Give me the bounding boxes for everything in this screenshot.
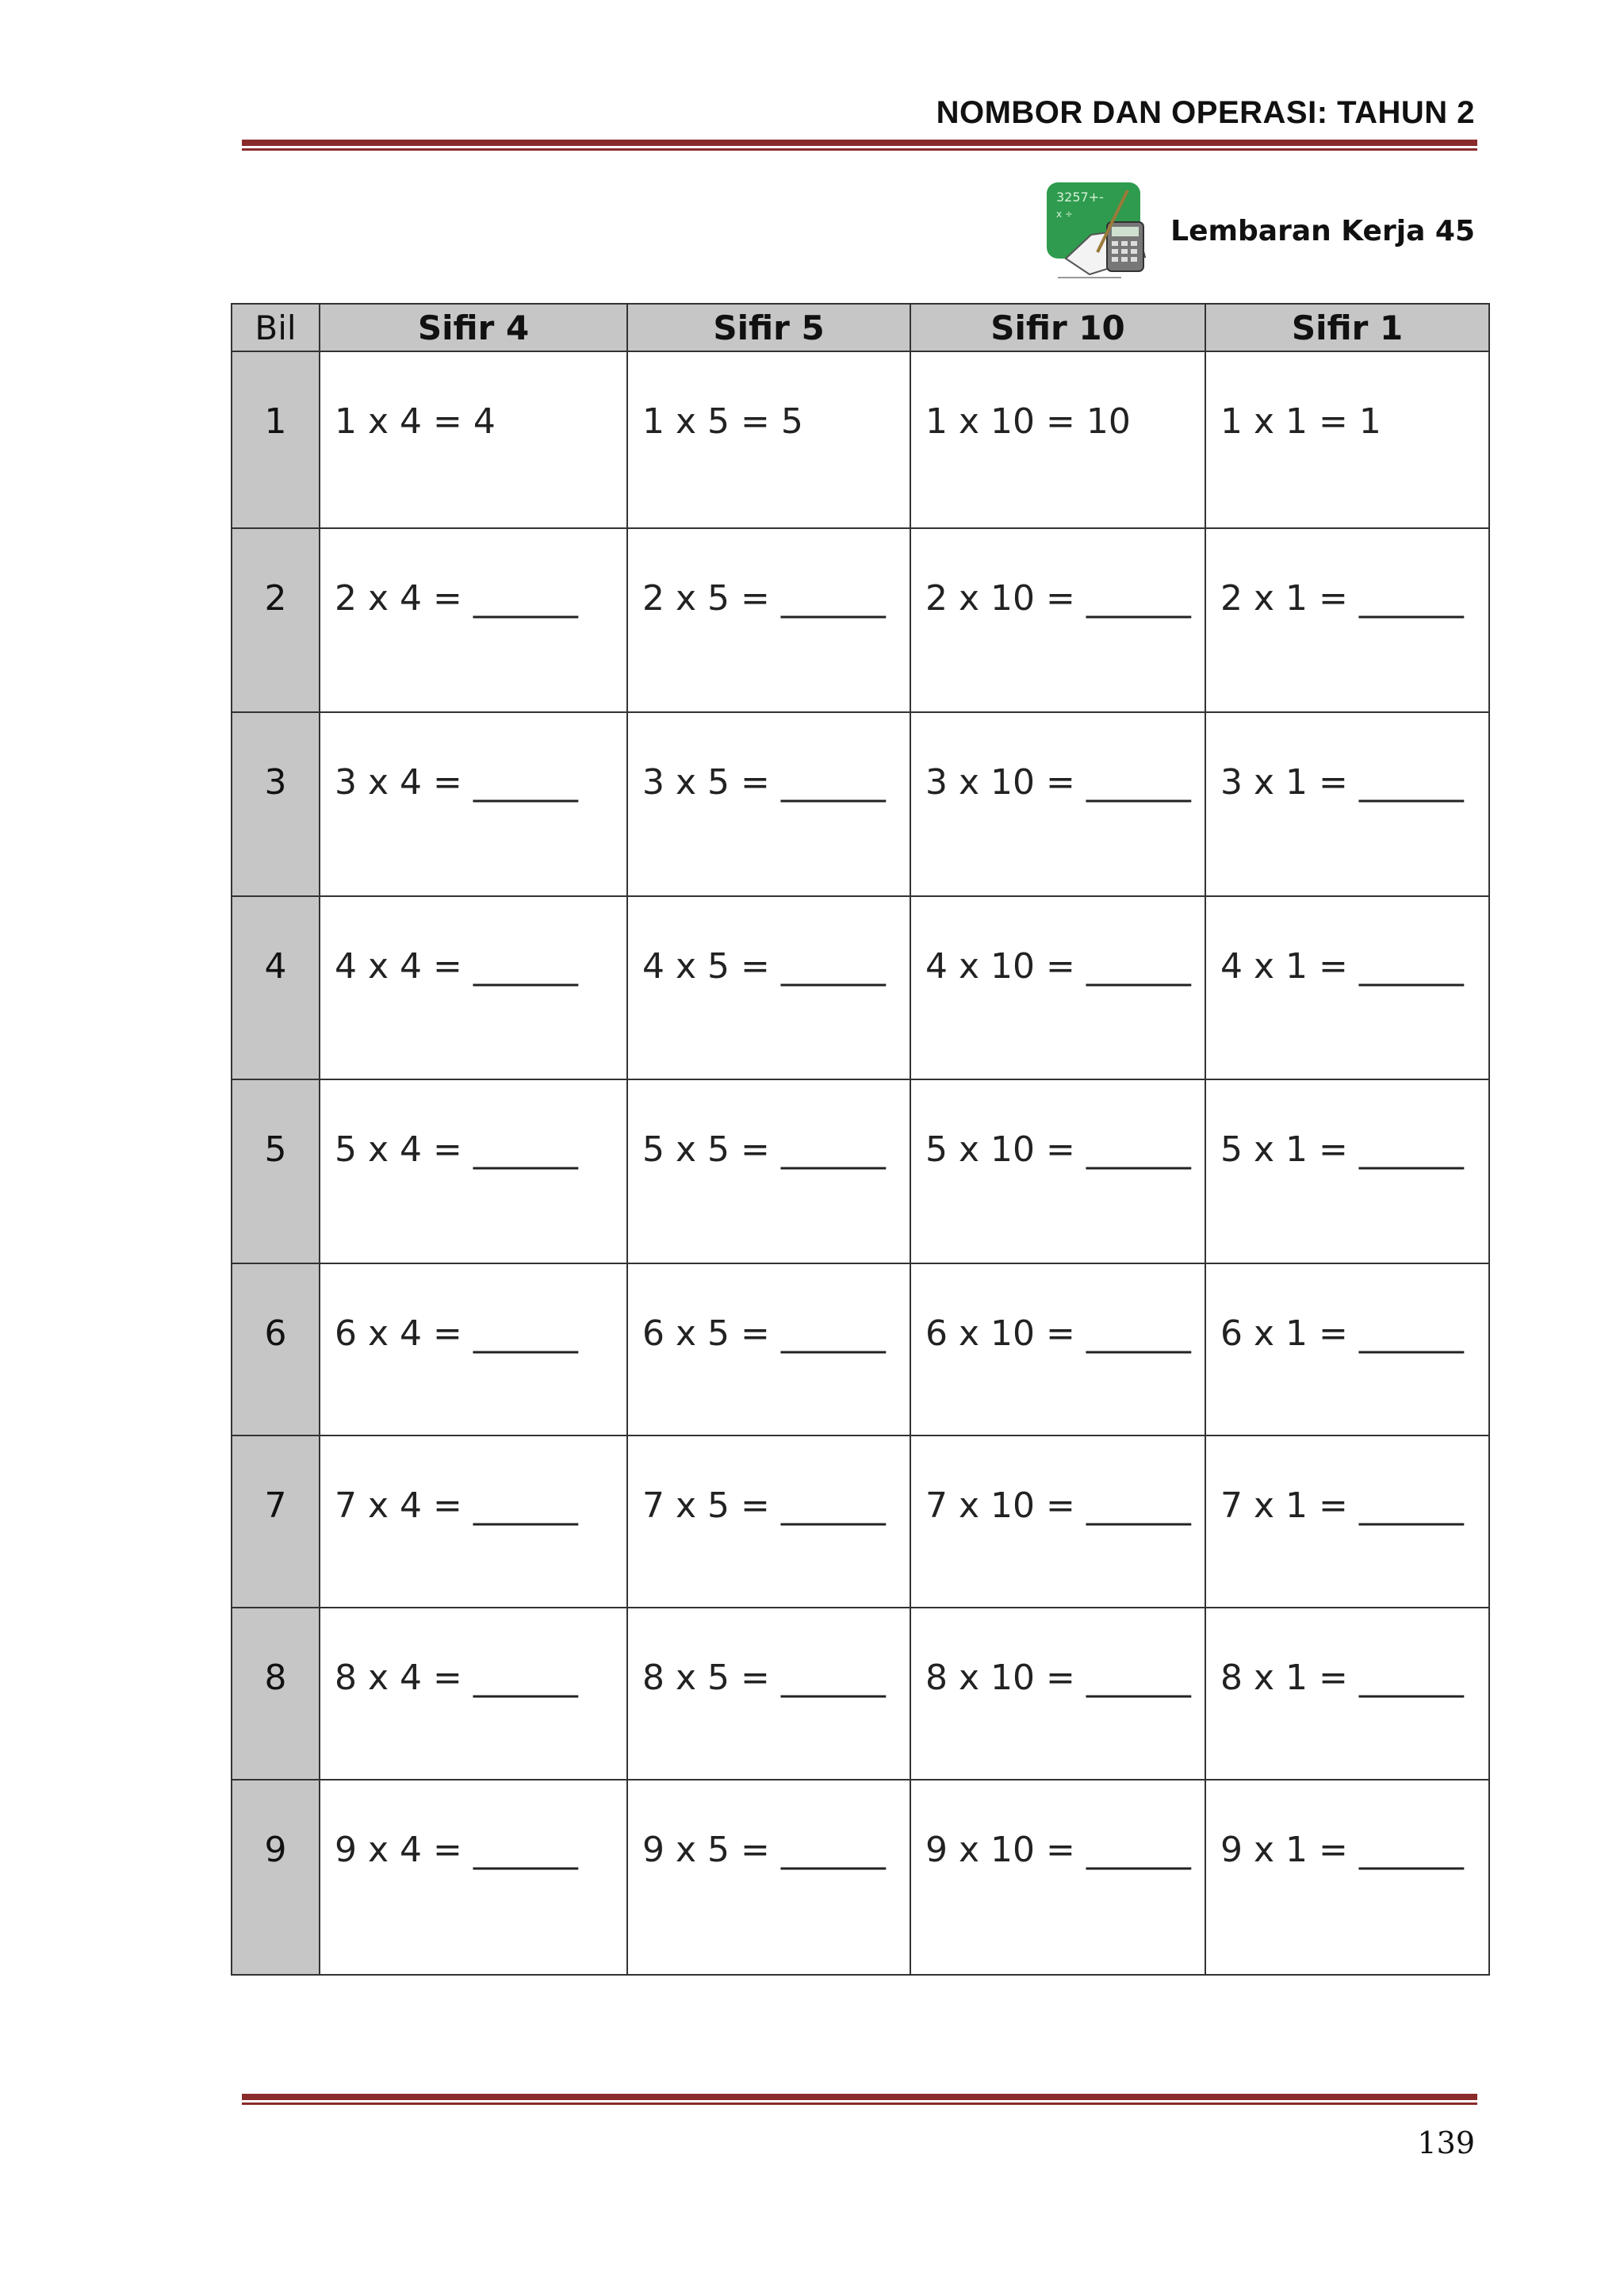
answer-cell[interactable]: 6 x 5 = ______ bbox=[627, 1263, 910, 1435]
row-number: 6 bbox=[232, 1263, 320, 1435]
answer-cell[interactable]: 7 x 4 = ______ bbox=[320, 1435, 627, 1608]
table-row bbox=[232, 1079, 1489, 1263]
svg-text:x ÷: x ÷ bbox=[1056, 209, 1074, 220]
answer-cell: 1 x 1 = 1 bbox=[1205, 351, 1489, 528]
answer-cell[interactable]: 2 x 4 = ______ bbox=[320, 528, 627, 712]
answer-cell[interactable]: 6 x 1 = ______ bbox=[1205, 1263, 1489, 1435]
row-number: 3 bbox=[232, 712, 320, 896]
answer-cell[interactable]: 5 x 10 = ______ bbox=[910, 1079, 1205, 1263]
column-header-sifir-1: Sifir 1 bbox=[1205, 304, 1489, 351]
answer-cell[interactable]: 5 x 4 = ______ bbox=[320, 1079, 627, 1263]
page-header-title: NOMBOR DAN OPERASI: TAHUN 2 bbox=[936, 95, 1475, 130]
answer-cell[interactable]: 9 x 5 = ______ bbox=[627, 1780, 910, 1975]
answer-cell[interactable]: 8 x 5 = ______ bbox=[627, 1608, 910, 1780]
table-row bbox=[232, 351, 1489, 528]
column-header-sifir-10: Sifir 10 bbox=[910, 304, 1205, 351]
row-number: 8 bbox=[232, 1608, 320, 1780]
column-header-sifir-5: Sifir 5 bbox=[627, 304, 910, 351]
answer-cell[interactable]: 4 x 1 = ______ bbox=[1205, 896, 1489, 1079]
answer-cell[interactable]: 3 x 5 = ______ bbox=[627, 712, 910, 896]
answer-cell: 1 x 5 = 5 bbox=[627, 351, 910, 528]
answer-cell[interactable]: 5 x 1 = ______ bbox=[1205, 1079, 1489, 1263]
column-header-bil: Bil bbox=[232, 304, 320, 351]
column-header-sifir-4: Sifir 4 bbox=[320, 304, 627, 351]
answer-cell[interactable]: 2 x 5 = ______ bbox=[627, 528, 910, 712]
answer-cell[interactable]: 3 x 10 = ______ bbox=[910, 712, 1205, 896]
answer-cell[interactable]: 3 x 1 = ______ bbox=[1205, 712, 1489, 896]
table-row bbox=[232, 896, 1489, 1079]
answer-cell[interactable]: 4 x 4 = ______ bbox=[320, 896, 627, 1079]
table-row bbox=[232, 712, 1489, 896]
answer-cell[interactable]: 8 x 4 = ______ bbox=[320, 1608, 627, 1780]
answer-cell[interactable]: 4 x 5 = ______ bbox=[627, 896, 910, 1079]
row-number: 9 bbox=[232, 1780, 320, 1975]
worksheet-label: Lembaran Kerja 45 bbox=[1170, 214, 1475, 247]
multiplication-table bbox=[231, 303, 1490, 1976]
row-number: 4 bbox=[232, 896, 320, 1079]
table-row bbox=[232, 528, 1489, 712]
answer-cell[interactable]: 8 x 1 = ______ bbox=[1205, 1608, 1489, 1780]
table-row bbox=[232, 1780, 1489, 1975]
answer-cell[interactable]: 5 x 5 = ______ bbox=[627, 1079, 910, 1263]
page-number: 139 bbox=[1417, 2125, 1475, 2160]
answer-cell[interactable]: 7 x 10 = ______ bbox=[910, 1435, 1205, 1608]
row-number: 1 bbox=[232, 351, 320, 528]
row-number: 5 bbox=[232, 1079, 320, 1263]
answer-cell[interactable]: 9 x 10 = ______ bbox=[910, 1780, 1205, 1975]
table-row bbox=[232, 1263, 1489, 1435]
answer-cell: 1 x 4 = 4 bbox=[320, 351, 627, 528]
answer-cell[interactable]: 6 x 4 = ______ bbox=[320, 1263, 627, 1435]
row-number: 2 bbox=[232, 528, 320, 712]
answer-cell[interactable]: 7 x 5 = ______ bbox=[627, 1435, 910, 1608]
table-row bbox=[232, 1608, 1489, 1780]
answer-cell: 1 x 10 = 10 bbox=[910, 351, 1205, 528]
calculator-logo-icon bbox=[1042, 179, 1161, 282]
answer-cell[interactable]: 2 x 10 = ______ bbox=[910, 528, 1205, 712]
answer-cell[interactable]: 6 x 10 = ______ bbox=[910, 1263, 1205, 1435]
answer-cell[interactable]: 3 x 4 = ______ bbox=[320, 712, 627, 896]
answer-cell[interactable]: 9 x 4 = ______ bbox=[320, 1780, 627, 1975]
answer-cell[interactable]: 7 x 1 = ______ bbox=[1205, 1435, 1489, 1608]
table-row bbox=[232, 1435, 1489, 1608]
header-rule bbox=[242, 140, 1477, 151]
worksheet-badge bbox=[1042, 179, 1475, 282]
answer-cell[interactable]: 2 x 1 = ______ bbox=[1205, 528, 1489, 712]
table-header-row bbox=[232, 304, 1489, 351]
answer-cell[interactable]: 9 x 1 = ______ bbox=[1205, 1780, 1489, 1975]
answer-cell[interactable]: 8 x 10 = ______ bbox=[910, 1608, 1205, 1780]
row-number: 7 bbox=[232, 1435, 320, 1608]
svg-text:3257+-: 3257+- bbox=[1056, 190, 1105, 205]
footer-rule bbox=[242, 2094, 1477, 2105]
answer-cell[interactable]: 4 x 10 = ______ bbox=[910, 896, 1205, 1079]
